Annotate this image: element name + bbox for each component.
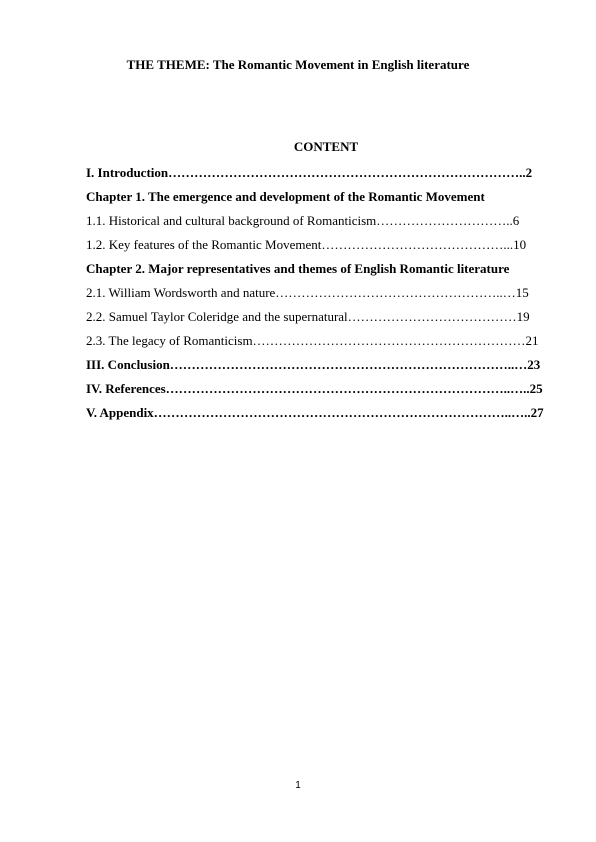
toc-entry-chapter-1[interactable]: Chapter 1. The emergence and development of the Romantic Movement (86, 189, 485, 204)
toc-entry-2-3[interactable]: 2.3. The legacy of Romanticism………………………………………………………21 (86, 333, 539, 348)
toc-entry-appendix[interactable]: V. Appendix………………………………………………………………………..…..27 (86, 405, 544, 420)
toc-entry-2-1[interactable]: 2.1. William Wordsworth and nature……………………………………………..…15 (86, 285, 529, 300)
toc-entry-2-2[interactable]: 2.2. Samuel Taylor Coleridge and the supernatural…………………………………19 (86, 309, 530, 324)
toc-entry-references[interactable]: IV. References……………………………………………………………………..…..25 (86, 381, 543, 396)
document-title: THE THEME: The Romantic Movement in English literature (126, 57, 470, 72)
contents-heading: CONTENT (293, 139, 359, 154)
page-number: 1 (295, 780, 301, 791)
toc-entry-chapter-2[interactable]: Chapter 2. Major representatives and themes of English Romantic literature (86, 261, 510, 276)
toc-entry-introduction[interactable]: I. Introduction………………………………………………………………………..2 (86, 165, 533, 180)
toc-entry-1-1[interactable]: 1.1. Historical and cultural background of Romanticism…………………………..6 (86, 213, 520, 228)
toc-entry-1-2[interactable]: 1.2. Key features of the Romantic Movement……………………………………...10 (86, 237, 527, 252)
toc-entry-conclusion[interactable]: III. Conclusion……………………………………………………………………..…23 (86, 357, 541, 372)
